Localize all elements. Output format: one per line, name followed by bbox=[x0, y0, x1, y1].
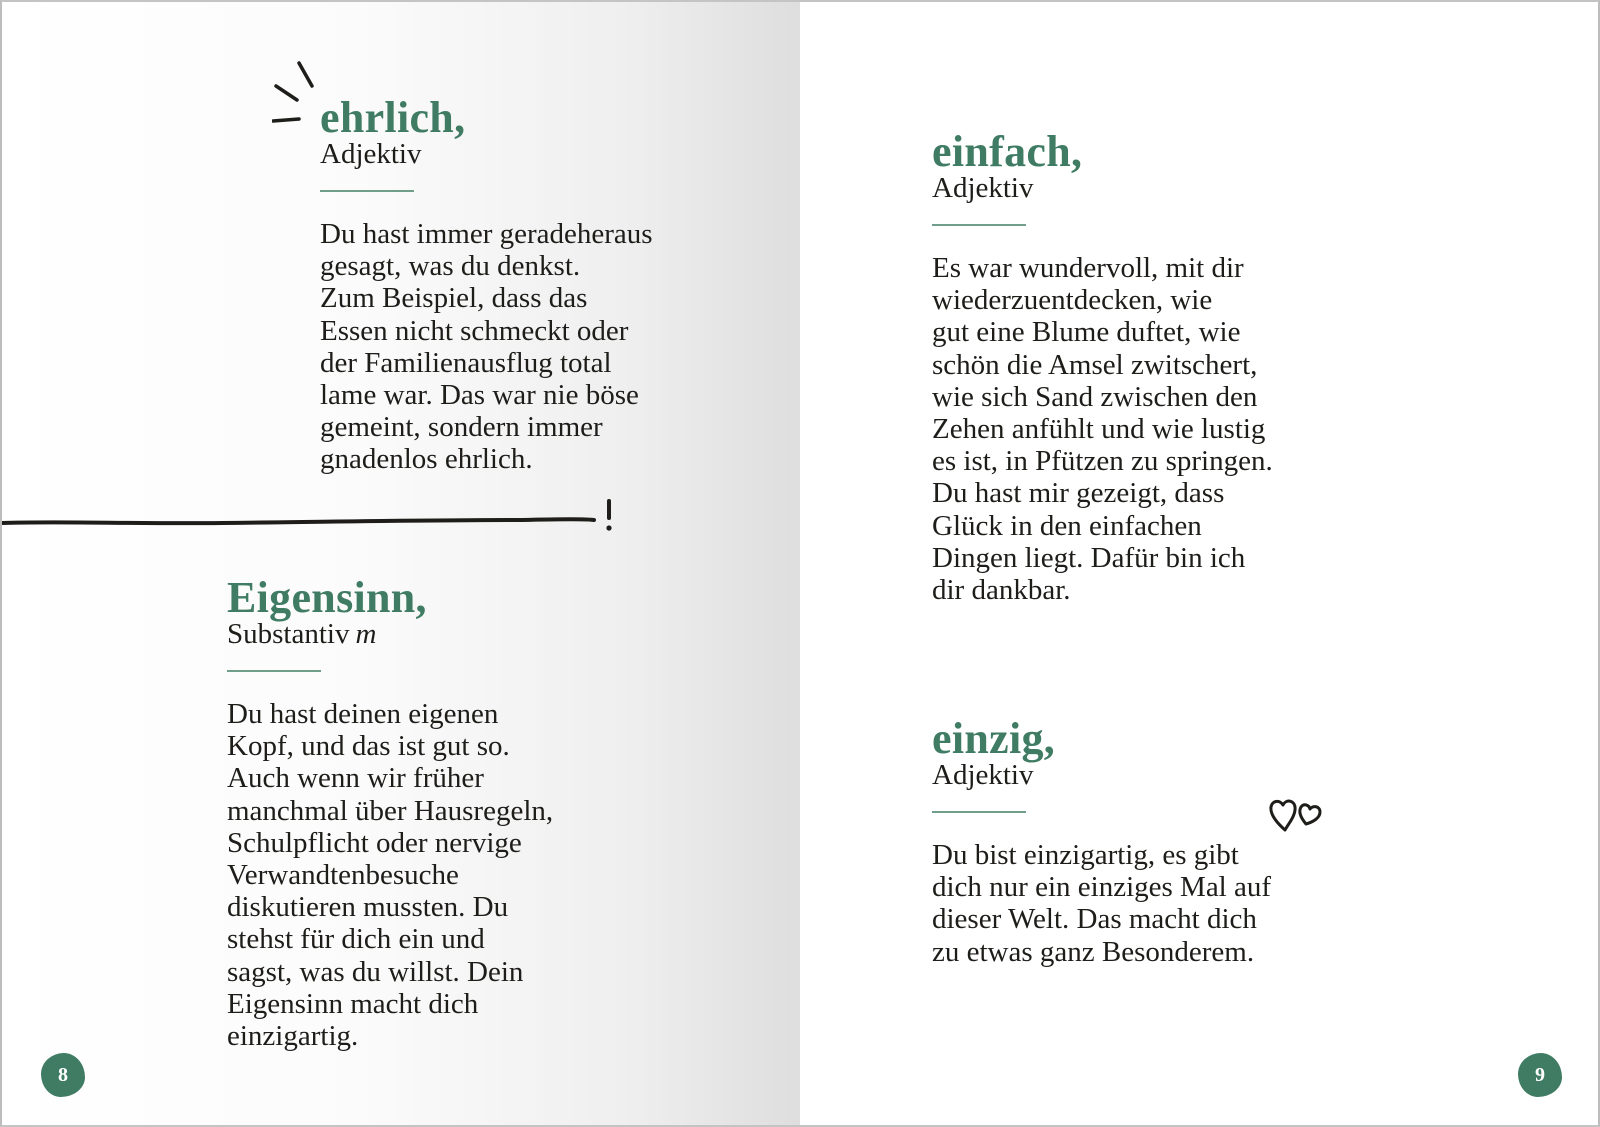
entry-body-text: Du bist einzigartig, es gibt dich nur ein einziges Mal auf dieser Welt. Das macht dich zu etwas ganz Besonderem. bbox=[932, 839, 1272, 968]
entry-eigensinn bbox=[227, 573, 667, 1053]
page-number-badge: 9 bbox=[1518, 1053, 1562, 1097]
divider-rule bbox=[932, 224, 1026, 226]
headword: einfach, bbox=[932, 127, 1083, 176]
part-of-speech-label: Adjektiv bbox=[932, 759, 1034, 791]
entry-einzig bbox=[932, 714, 1432, 968]
part-of-speech bbox=[932, 172, 1432, 204]
gender-marker: m bbox=[355, 618, 377, 650]
headword: ehrlich, bbox=[320, 93, 466, 142]
part-of-speech-label: Adjektiv bbox=[320, 138, 422, 170]
double-heart-icon bbox=[1268, 796, 1328, 836]
headword: Eigensinn, bbox=[227, 573, 427, 622]
entry-body-text: Du hast deinen eigenen Kopf, und das ist gut so. Auch wenn wir früher manchmal über Hausregeln, Schulpflicht oder nervige Verwandtenbesuche diskutieren mussten. Du stehst für dich ein und sagst, was du willst. Dein Eigensinn macht dich einzigartig. bbox=[227, 698, 554, 1053]
divider-rule bbox=[932, 811, 1026, 813]
right-page bbox=[800, 0, 1600, 1127]
entry-body-text: Du hast immer geradeheraus gesagt, was du denkst. Zum Beispiel, dass das Essen nicht schmeckt oder der Familienausflug total lame war. Das war nie böse gemeint, sondern immer gnadenlos ehrlich. bbox=[320, 218, 653, 476]
headword: einzig, bbox=[932, 714, 1056, 763]
part-of-speech bbox=[320, 138, 760, 170]
divider-rule bbox=[227, 670, 321, 672]
divider-rule bbox=[320, 190, 414, 192]
part-of-speech-label: Adjektiv bbox=[932, 172, 1034, 204]
part-of-speech bbox=[227, 618, 667, 650]
entry-einfach bbox=[932, 127, 1432, 607]
hand-drawn-line-exclamation-icon bbox=[2, 496, 622, 536]
entry-body-text: Es war wundervoll, mit dir wiederzuentdecken, wie gut eine Blume duftet, wie schön die Amsel zwitschert, wie sich Sand zwischen den Zehen anfühlt und wie lustig es ist, in Pfützen zu springen. Du hast mir gezeigt, dass Glück in den einfachen Dingen liegt. Dafür bin ich dir dankbar. bbox=[932, 252, 1273, 607]
part-of-speech-label: Substantiv bbox=[227, 618, 350, 650]
page-number-badge: 8 bbox=[41, 1053, 85, 1097]
burst-lines-icon bbox=[272, 60, 322, 130]
entry-ehrlich bbox=[320, 93, 760, 476]
part-of-speech bbox=[932, 759, 1432, 791]
